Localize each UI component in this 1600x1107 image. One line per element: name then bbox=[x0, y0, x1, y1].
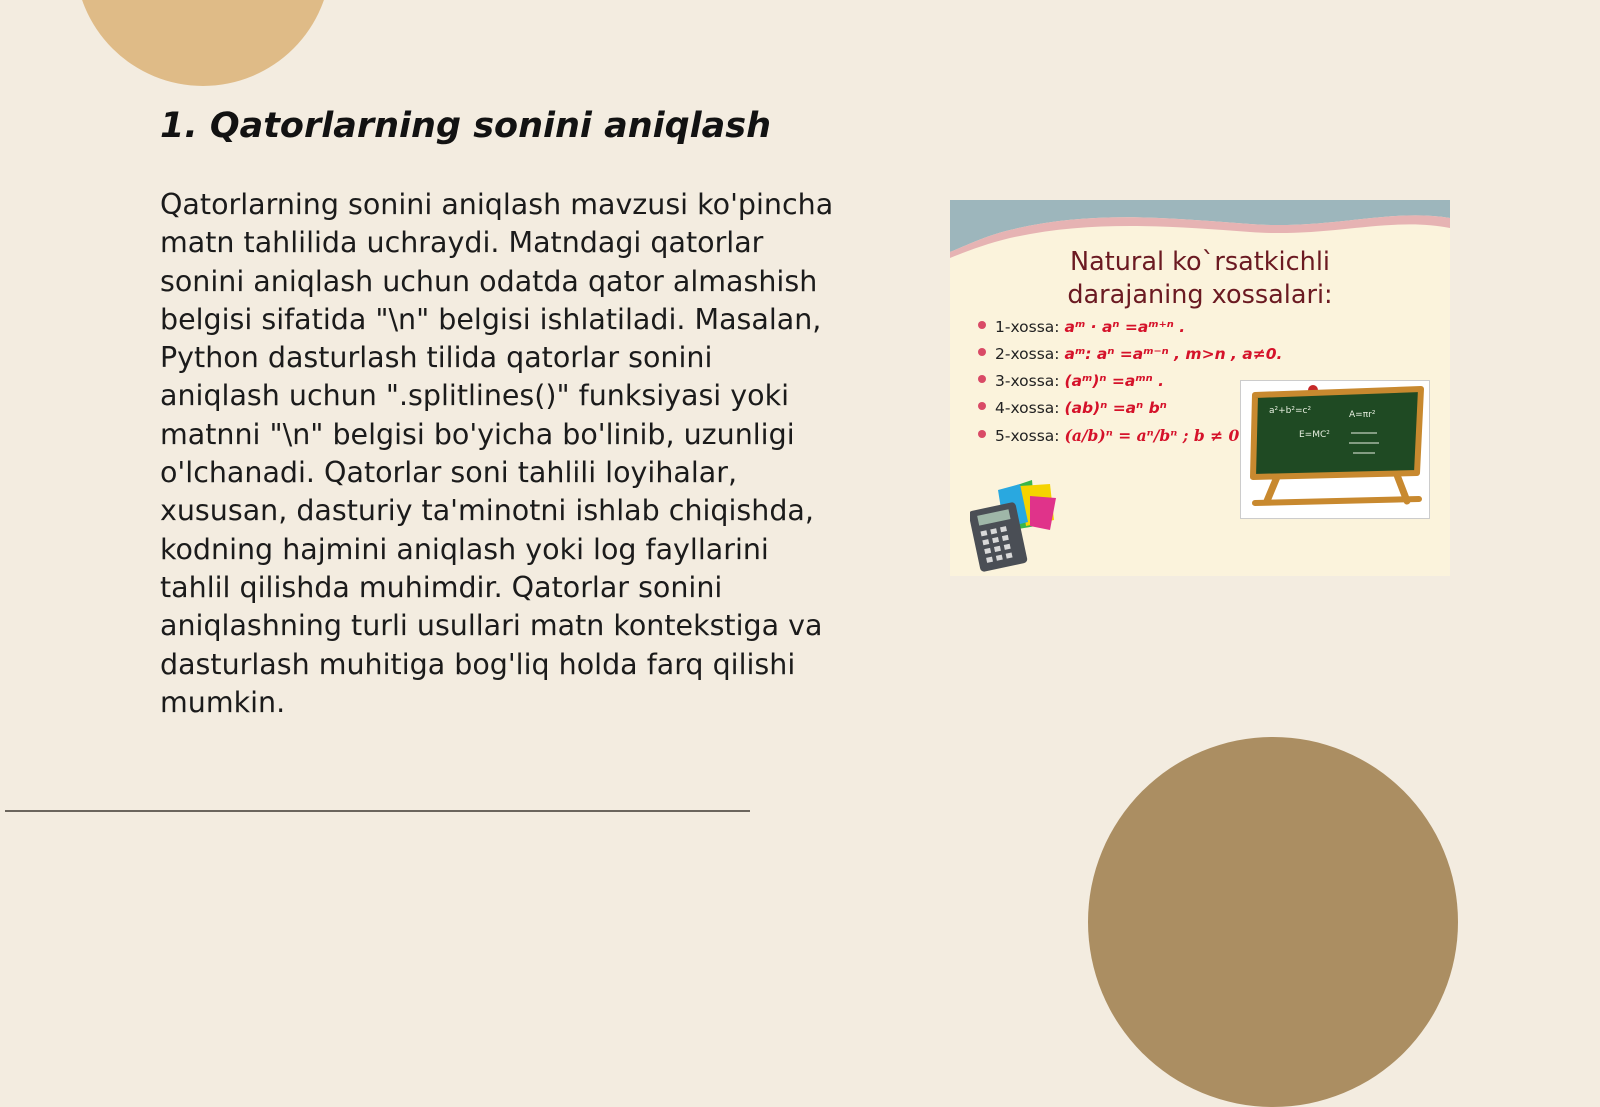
property-label: 3-xossa: bbox=[995, 372, 1060, 390]
board-formula-2: A=πr² bbox=[1349, 410, 1376, 420]
property-formula: (a/b)ⁿ = aⁿ/bⁿ ; b ≠ 0 bbox=[1064, 426, 1240, 445]
property-list bbox=[978, 318, 1282, 453]
property-label: 4-xossa: bbox=[995, 399, 1060, 417]
chalkboard-icon bbox=[1241, 381, 1429, 518]
property-formula: aᵐ: aⁿ =aᵐ⁻ⁿ , m>n , a≠0. bbox=[1064, 345, 1283, 363]
property-formula: (aᵐ)ⁿ =aᵐⁿ . bbox=[1064, 372, 1164, 390]
property-item bbox=[978, 426, 1282, 453]
board-formula-3: E=MC² bbox=[1299, 430, 1330, 440]
calculator-icon bbox=[970, 480, 1060, 575]
bullet-icon bbox=[978, 402, 986, 410]
property-item bbox=[978, 345, 1282, 372]
math-properties-picture bbox=[950, 200, 1450, 576]
board-formula-1: a²+b²=c² bbox=[1269, 406, 1312, 416]
horizontal-divider bbox=[5, 810, 750, 812]
property-formula: (ab)ⁿ =aⁿ bⁿ bbox=[1064, 399, 1167, 417]
chalkboard-frame bbox=[1240, 380, 1430, 519]
decorative-circle-top bbox=[75, 0, 331, 86]
property-label: 5-xossa: bbox=[995, 427, 1060, 445]
slide-title: 1. Qatorlarning sonini aniqlash bbox=[160, 106, 772, 146]
property-label: 2-xossa: bbox=[995, 345, 1060, 363]
decorative-circle-bottom bbox=[1088, 737, 1458, 1107]
property-label: 1-xossa: bbox=[995, 318, 1060, 336]
picture-title-line2: darajaning xossalari: bbox=[1067, 280, 1333, 310]
bullet-icon bbox=[978, 348, 986, 356]
property-item bbox=[978, 399, 1282, 426]
bullet-icon bbox=[978, 321, 986, 329]
slide-body-text: Qatorlarning sonini aniqlash mavzusi ko'pincha matn tahlilida uchraydi. Matndagi qatorlar sonini aniqlash uchun odatda qator almashish belgisi sifatida "\n" belgisi ishlatiladi. Masalan, Python dasturlash tilida qatorlar sonini aniqlash uchun ".splitlines()" funksiyasi yoki matnni "\n" belgisi bo'yicha bo'linib, uzunligi o'lchanadi. Qatorlar soni tahlili loyihalar, xususan, dasturiy ta'minotni ishlab chiqishda, kodning hajmini aniqlash yoki log fayllarini tahlil qilishda muhimdir. Qatorlar sonini aniqlashning turli usullari matn kontekstiga va dasturlash muhitiga bog'liq holda farq qilishi mumkin. bbox=[160, 188, 834, 719]
bullet-icon bbox=[978, 375, 986, 383]
property-item bbox=[978, 372, 1282, 399]
bullet-icon bbox=[978, 430, 986, 438]
picture-title-line1: Natural ko`rsatkichli bbox=[1070, 247, 1330, 277]
property-formula: aᵐ · aⁿ =aᵐ⁺ⁿ . bbox=[1064, 318, 1186, 336]
picture-title bbox=[950, 246, 1450, 312]
property-item bbox=[978, 318, 1282, 345]
